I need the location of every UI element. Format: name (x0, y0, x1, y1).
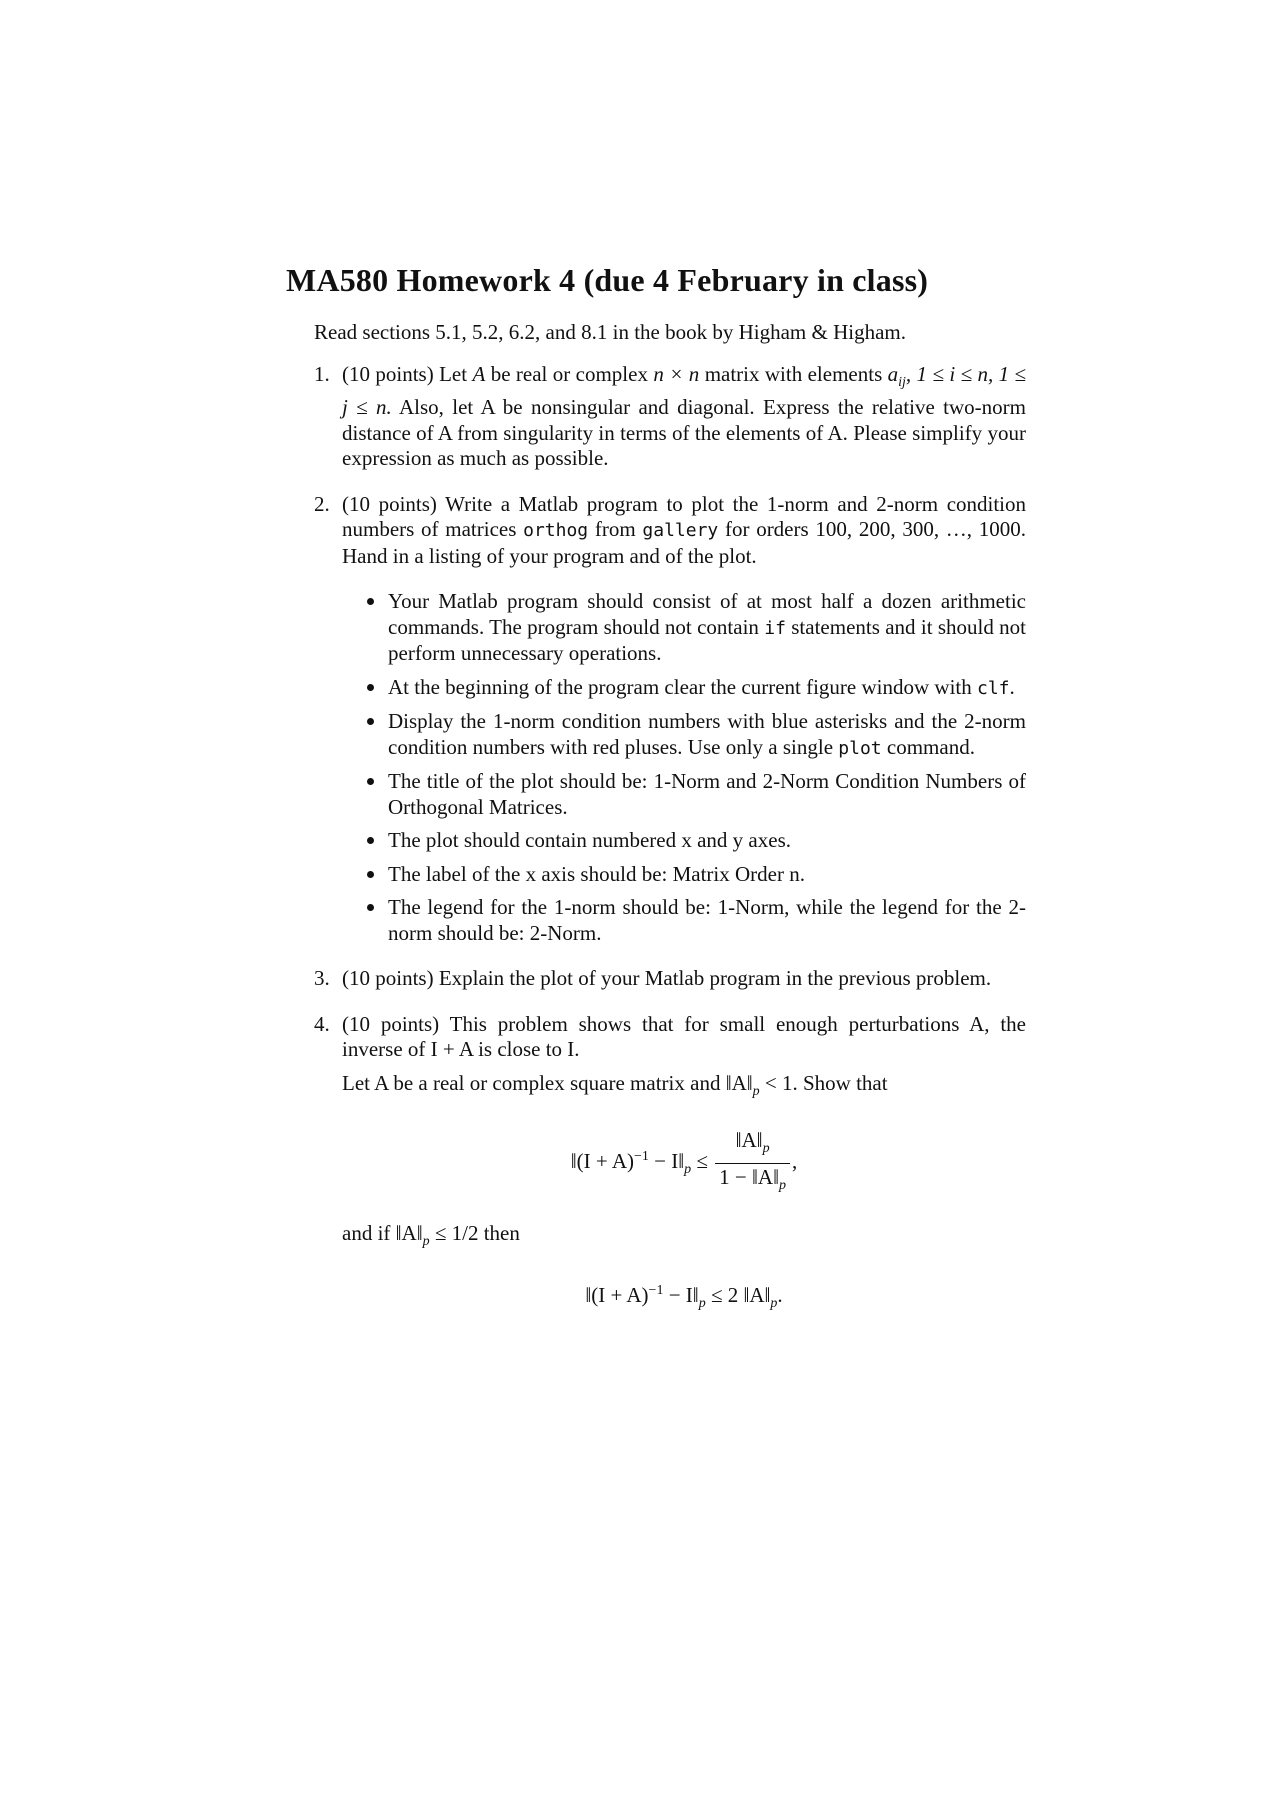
list-item: The title of the plot should be: 1-Norm and 2-Norm Condition Numbers of Orthogonal Matrices. (366, 769, 1026, 820)
list-item: Your Matlab program should consist of at most half a dozen arithmetic commands. The program should not contain if statements and it should not perform unnecessary operations. (366, 589, 1026, 667)
problem-text: (10 points) This problem shows that for small enough perturbations A, the inverse of I + A is close to I. (342, 1011, 1027, 1062)
problem-1 (286, 362, 1026, 472)
list-item: The label of the x axis should be: Matrix Order n. (366, 862, 1026, 888)
reading-assignment: Read sections 5.1, 5.2, 6.2, and 8.1 in the book by Higham & Higham. (314, 320, 907, 344)
problem-number: 1. (314, 361, 330, 386)
problem-number: 3. (314, 966, 330, 991)
problem-text: (10 points) Explain the plot of your Matlab program in the previous problem. (342, 966, 992, 991)
equation-2: ‖(I + $A)^{-1} - I‖_p \le 2$ $‖A‖_p$. (585, 1283, 783, 1312)
page-title: MA580 Homework 4 (due 4 February in class) (286, 262, 929, 298)
problem-2 (286, 492, 1026, 947)
list-item: The plot should contain numbered x and y axes. (366, 828, 1026, 854)
problem-4 (286, 1012, 1026, 1317)
code-orthog: orthog (523, 520, 589, 542)
problem-number: 4. (314, 1011, 330, 1036)
problem-list (286, 362, 1026, 1318)
requirements-list (366, 589, 1026, 946)
problem-3 (286, 966, 1026, 992)
problem-text: (10 points) Write a Matlab program to plot the 1-norm and 2-norm condition numbers of matrices orthog from gallery for orders 100, 200, 300, …, 1000. Hand in a listing of your program and of the plot. (342, 491, 1027, 568)
homework-content (286, 258, 1026, 1339)
problem-condition: and if $‖A‖_p \le 1/2$ then (342, 1220, 520, 1249)
problem-statement: Let A be a real or complex square matrix and $‖A‖_p < 1$. Show that (342, 1070, 888, 1099)
fraction: $\frac{‖A‖_p}{1 - ‖A‖_p}$ (715, 1128, 790, 1198)
equation-1: ‖(I + $A)^{-1} - I‖_p$ ≤ $\frac{‖A‖_p}{1 - ‖A‖_p}$ , (342, 1128, 1026, 1198)
list-item: The legend for the 1-norm should be: 1-Norm, while the legend for the 2-norm should be: 2-Norm. (366, 895, 1026, 946)
problem-text: (10 points) Let A be real or complex n × n matrix with elements $a_{ij}$, 1 ≤ i ≤ n, 1 ≤ j ≤ n. Also, let A be nonsingular and diagonal. Express the relative two-norm distance of A from singularity in terms of the elements of A. Please simplify your expression as much as possible. (342, 361, 1027, 471)
problem-number: 2. (314, 491, 330, 516)
code-gallery: gallery (642, 520, 719, 542)
list-item: At the beginning of the program clear the current figure window with clf. (366, 675, 1026, 702)
list-item: Display the 1-norm condition numbers with blue asterisks and the 2-norm condition numbers with red pluses. Use only a single plot command. (366, 709, 1026, 761)
